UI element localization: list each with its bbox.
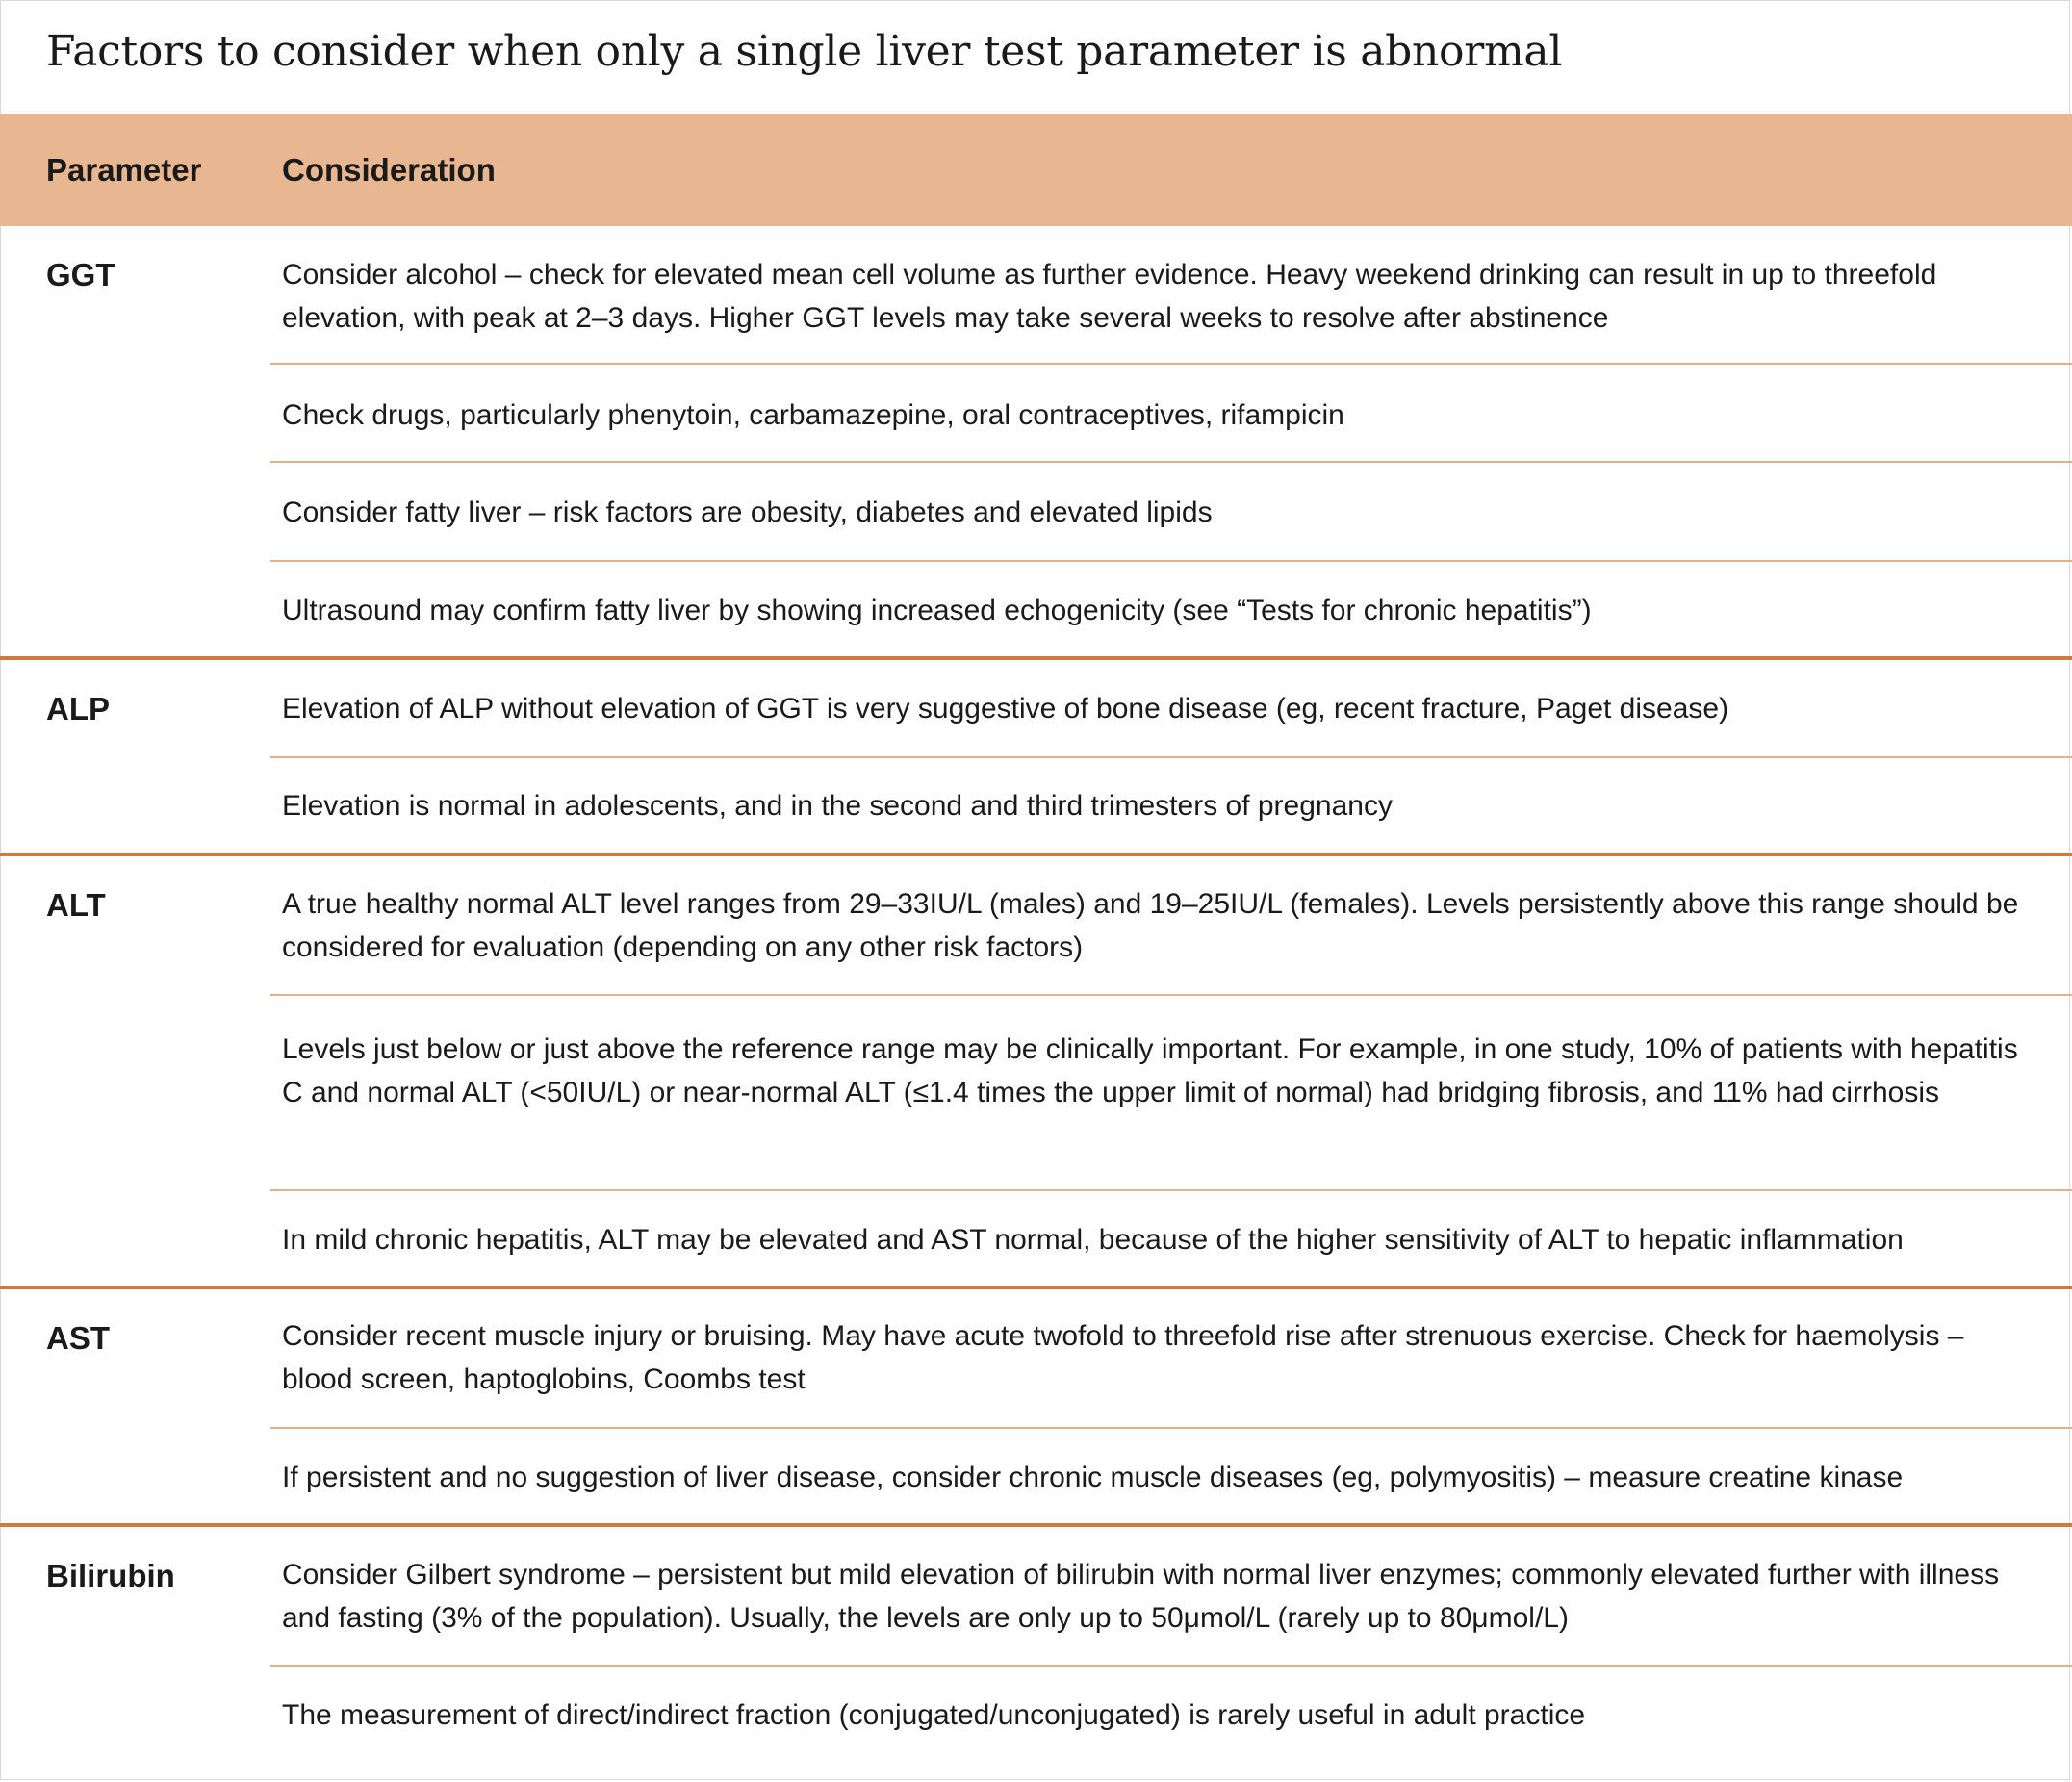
consideration-cell: Consider Gilbert syndrome – persistent but mild elevation of bilirubin with normal liver enzymes; commonly elevated further with illness and fasting (3% of the population). Usually, the levels are only up to 50μmol/L (rarely up to 80μmol/L) xyxy=(282,1559,2000,1634)
row-divider xyxy=(270,1189,2072,1191)
row-divider xyxy=(270,1427,2072,1429)
consideration-cell: Ultrasound may confirm fatty liver by showing increased echogenicity (see “Tests for chronic hepatitis”) xyxy=(282,595,1592,626)
consideration-cell: Consider alcohol – check for elevated mean cell volume as further evidence. Heavy weekend drinking can result in up to threefold elevation, with peak at 2–3 days. Higher GGT levels may take several weeks to resolve after abstinence xyxy=(282,259,1937,334)
consideration-cell: Elevation of ALP without elevation of GGT is very suggestive of bone disease (eg, recent fracture, Paget disease) xyxy=(282,693,1729,725)
row-divider xyxy=(270,560,2072,562)
consideration-cell: If persistent and no suggestion of liver disease, consider chronic muscle diseases (eg, polymyositis) – measure creatine kinase xyxy=(282,1462,1904,1493)
consideration-cell: Check drugs, particularly phenytoin, carbamazepine, oral contraceptives, rifampicin xyxy=(282,399,1344,431)
consideration-cell: Levels just below or just above the reference range may be clinically important. For example, in one study, 10% of patients with hepatitis C and normal ALT (<50IU/L) or near-normal ALT (≤1.4 times the upper limit of normal) had bridging fibrosis, and 11% had cirrhosis xyxy=(282,1033,2018,1108)
row-divider xyxy=(270,994,2072,996)
parameter-ast: AST xyxy=(46,1320,110,1356)
header-consideration: Consideration xyxy=(282,152,496,188)
parameter-bilirubin: Bilirubin xyxy=(46,1558,175,1593)
table-header xyxy=(0,114,2072,226)
consideration-cell: Elevation is normal in adolescents, and in the second and third trimesters of pregnancy xyxy=(282,790,1393,822)
row-divider xyxy=(270,461,2072,463)
consideration-cell: Consider recent muscle injury or bruising. May have acute twofold to threefold rise after strenuous exercise. Check for haemolysis – blood screen, haptoglobins, Coombs test xyxy=(282,1320,1964,1395)
row-divider xyxy=(270,363,2072,365)
page-title: Factors to consider when only a single liver test parameter is abnormal xyxy=(46,27,1563,76)
row-divider xyxy=(270,1665,2072,1667)
consideration-cell: Consider fatty liver – risk factors are obesity, diabetes and elevated lipids xyxy=(282,496,1213,528)
consideration-cell: The measurement of direct/indirect fraction (conjugated/unconjugated) is rarely useful in adult practice xyxy=(282,1699,1586,1731)
header-parameter: Parameter xyxy=(46,152,202,188)
consideration-cell: A true healthy normal ALT level ranges from 29–33IU/L (males) and 19–25IU/L (females). Levels persistently above this range should be considered for evaluation (depending on any other risk factors) xyxy=(282,888,2019,963)
parameter-alt: ALT xyxy=(46,887,106,923)
parameter-ggt: GGT xyxy=(46,257,115,293)
consideration-cell: In mild chronic hepatitis, ALT may be elevated and AST normal, because of the higher sensitivity of ALT to hepatic inflammation xyxy=(282,1224,1904,1256)
parameter-alp: ALP xyxy=(46,691,110,726)
row-divider xyxy=(270,756,2072,758)
